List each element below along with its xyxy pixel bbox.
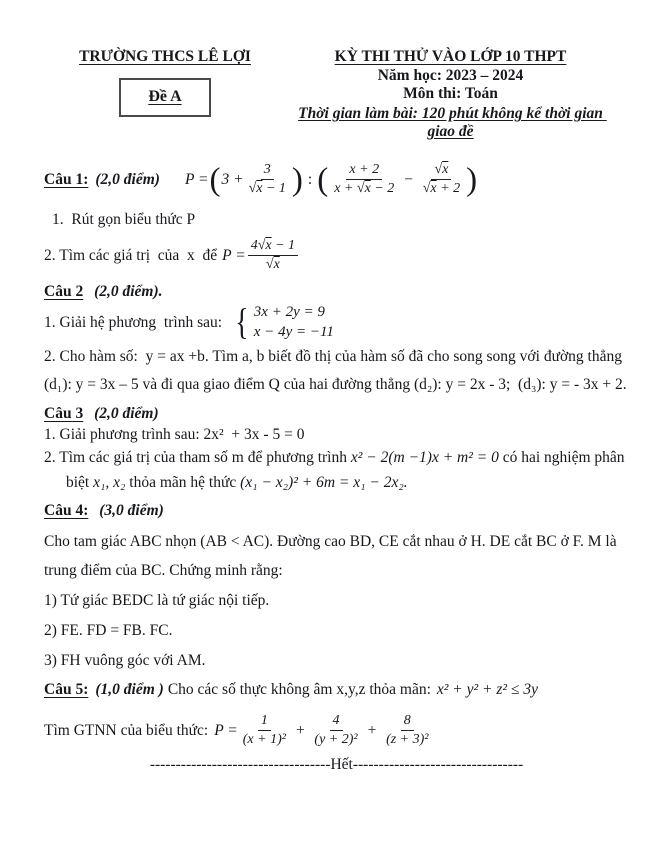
cau4-item-1: 1) Tứ giác BEDC là tứ giác nội tiếp. [44, 592, 270, 610]
fraction [420, 162, 463, 197]
cau2-item1-text: 1. Giải hệ phương trình sau: [44, 313, 223, 331]
fraction-numerator [401, 713, 414, 731]
plus-operator: + [366, 721, 378, 739]
minus-operator: − [403, 170, 414, 188]
exam-code: Đề A [148, 88, 182, 105]
fraction-denominator [263, 256, 283, 273]
denominator-rest: − 2 [370, 181, 395, 197]
paren-close: ) [291, 161, 303, 198]
cau2-item1 [44, 303, 629, 342]
cau4-paragraph-line1: Cho tam giác ABC nhọn (AB < AC). Đường cao BD, CE cắt nhau ở H. DE cắt BC ở F. M là [44, 533, 617, 551]
cau3-label: Câu 3 [44, 405, 84, 423]
cau1-formula [185, 162, 478, 197]
cau5-points: (1,0 điểm ) [95, 681, 164, 699]
sqrt-icon: √ [257, 238, 266, 254]
fraction [248, 238, 298, 273]
formula-lhs: P = [214, 721, 238, 739]
denominator-text: (z + 3)² [386, 732, 429, 748]
cau3-points: (2,0 điểm) [94, 405, 159, 423]
subject-line: Môn thi: Toán [403, 85, 498, 103]
header-left [44, 48, 286, 117]
cau4-item-3: 3) FH vuông góc với AM. [44, 652, 206, 670]
formula-lhs: P = [184, 170, 209, 188]
fraction-numerator [248, 238, 298, 256]
cau2-heading [44, 283, 629, 301]
cau5-formula [214, 713, 433, 748]
cau4-heading [44, 502, 629, 520]
cau1-item2-formula [222, 238, 300, 273]
cau3-item2-math: x² − 2(m −1)x + m² = 0 [350, 449, 499, 467]
numerator-text: 3 [263, 162, 271, 178]
sqrt-radicand: x [273, 257, 280, 273]
cau3-item2-biet: biệt [66, 474, 90, 492]
paren-open: ( [209, 161, 221, 198]
het-divider: -----------------------------------Hết--------------------------------- [149, 756, 524, 774]
system-equations [254, 303, 334, 342]
fraction-denominator [420, 180, 463, 197]
fraction-denominator [240, 731, 289, 748]
cau3-item2-line2 [44, 474, 629, 492]
fraction-numerator [346, 162, 382, 180]
equation-1: 3x + 2y = 9 [253, 304, 325, 321]
sqrt-radicand: x [256, 181, 263, 197]
cau4-label: Câu 4: [44, 502, 89, 520]
sqrt-expression [258, 238, 272, 253]
cau3-item1-math: 2x² + 3x - 5 = 0 [203, 426, 305, 444]
cau3-item2-vars: x₁, x₂ [93, 474, 126, 492]
numerator-text: 1 [260, 713, 268, 729]
sqrt-radicand: x [364, 181, 371, 197]
header-right [286, 48, 629, 141]
sqrt-radicand: x [442, 162, 449, 178]
cau5-condition: x² + y² + z² ≤ 3y [436, 681, 538, 699]
numerator-pre: 4 [250, 238, 258, 254]
fraction-numerator [258, 713, 271, 731]
denominator-text: (x + 1)² [242, 732, 286, 748]
cau1-label: Câu 1: [44, 170, 89, 188]
denominator-rest: + 2 [436, 181, 461, 197]
brace-icon: { [235, 302, 249, 344]
cau3-item2-pre: 2. Tìm các giá trị của tham số m để phương trình [44, 449, 347, 467]
cau1-item2-text: 2. Tìm các giá trị của x để [44, 246, 218, 264]
sqrt-icon: √ [265, 257, 274, 273]
cau4-points: (3,0 điểm) [99, 502, 164, 520]
numerator-rest: − 1 [271, 238, 296, 254]
sqrt-expression [357, 181, 371, 196]
cau1-item1: 1. Rút gọn biểu thức P [52, 211, 196, 229]
cau3-item2-relation: (x₁ − x₂)² + 6m = x₁ − 2x₂. [240, 474, 408, 492]
sqrt-icon: √ [356, 181, 365, 197]
cau2-item2-line2: (d₁): y = 3x – 5 và đi qua giao điểm Q của hai đường thẳng (d₂): y = 2x - 3; (d₃): y = - 3x + 2. [44, 376, 627, 394]
exam-code-box [119, 78, 210, 117]
school-year: Năm học: 2023 – 2024 [377, 67, 524, 84]
denominator-text: (y + 2)² [314, 732, 358, 748]
formula-term: 3 + [221, 170, 244, 188]
sqrt-expression [249, 181, 263, 196]
cau4-item-2: 2) FE. FD = FB. FC. [44, 622, 173, 640]
cau3-item1 [44, 426, 629, 444]
cau1-points: (2,0 điểm) [95, 170, 160, 188]
sqrt-expression [266, 257, 280, 272]
fraction [311, 713, 360, 748]
divide-operator: : [307, 170, 313, 188]
denominator-rest: − 1 [262, 181, 286, 197]
paren-open: ( [317, 161, 329, 198]
cau1-heading [44, 162, 629, 197]
cau4-paragraph-line2: trung điểm của BC. Chứng minh rằng: [44, 562, 283, 580]
sqrt-expression [434, 162, 448, 177]
sqrt-radicand: x [265, 238, 272, 254]
cau5-heading [44, 681, 629, 699]
plus-operator: + [294, 721, 306, 739]
cau3-item2-post: có hai nghiệm phân [502, 449, 625, 467]
duration-line: Thời gian làm bài: 120 phút không kể thời gian giao đề [298, 105, 607, 141]
sqrt-icon: √ [422, 181, 431, 197]
fraction-numerator [330, 713, 343, 731]
cau3-item2-mid: thỏa mãn hệ thức [129, 474, 237, 492]
numerator-text: 4 [332, 713, 340, 729]
sqrt-icon: √ [248, 181, 257, 197]
cau3-heading [44, 405, 629, 423]
fraction [331, 162, 397, 197]
cau5-label: Câu 5: [44, 681, 89, 699]
cau5-gtnn-text: Tìm GTNN của biểu thức: [44, 721, 209, 739]
fraction [383, 713, 431, 748]
formula-lhs: P = [222, 246, 246, 264]
fraction-denominator [311, 731, 360, 748]
cau3-item1-text: 1. Giải phương trình sau: [44, 426, 200, 444]
cau2-points: (2,0 điểm). [94, 283, 163, 301]
denominator-pre: x + [334, 181, 357, 197]
fraction [246, 162, 289, 197]
fraction-denominator [246, 180, 289, 197]
header [44, 48, 629, 141]
fraction-numerator [261, 162, 274, 180]
school-name: TRƯỜNG THCS LÊ LỢI [79, 48, 251, 65]
fraction-denominator [383, 731, 431, 748]
sqrt-expression [423, 181, 437, 196]
cau1-item2 [44, 238, 629, 273]
cau5-gtnn-line [44, 713, 629, 748]
paren-close: ) [466, 161, 478, 198]
exam-title: KỲ THI THỬ VÀO LỚP 10 THPT [334, 48, 567, 65]
cau3-item2-line1 [44, 448, 629, 469]
numerator-text: x + 2 [349, 162, 380, 178]
cau5-intro: Cho các số thực không âm x,y,z thỏa mãn: [167, 681, 431, 699]
fraction [240, 713, 289, 748]
sqrt-icon: √ [434, 162, 443, 178]
cau2-label: Câu 2 [44, 283, 84, 301]
fraction-numerator [431, 162, 451, 180]
numerator-text: 8 [403, 713, 411, 729]
equation-2: x − 4y = −11 [253, 323, 334, 340]
sqrt-radicand: x [430, 181, 437, 197]
equation-system [233, 303, 334, 342]
fraction-denominator [331, 180, 397, 197]
cau2-item2-line1: 2. Cho hàm số: y = ax +b. Tìm a, b biết đồ thị của hàm số đã cho song song với đường thẳng [44, 348, 622, 366]
